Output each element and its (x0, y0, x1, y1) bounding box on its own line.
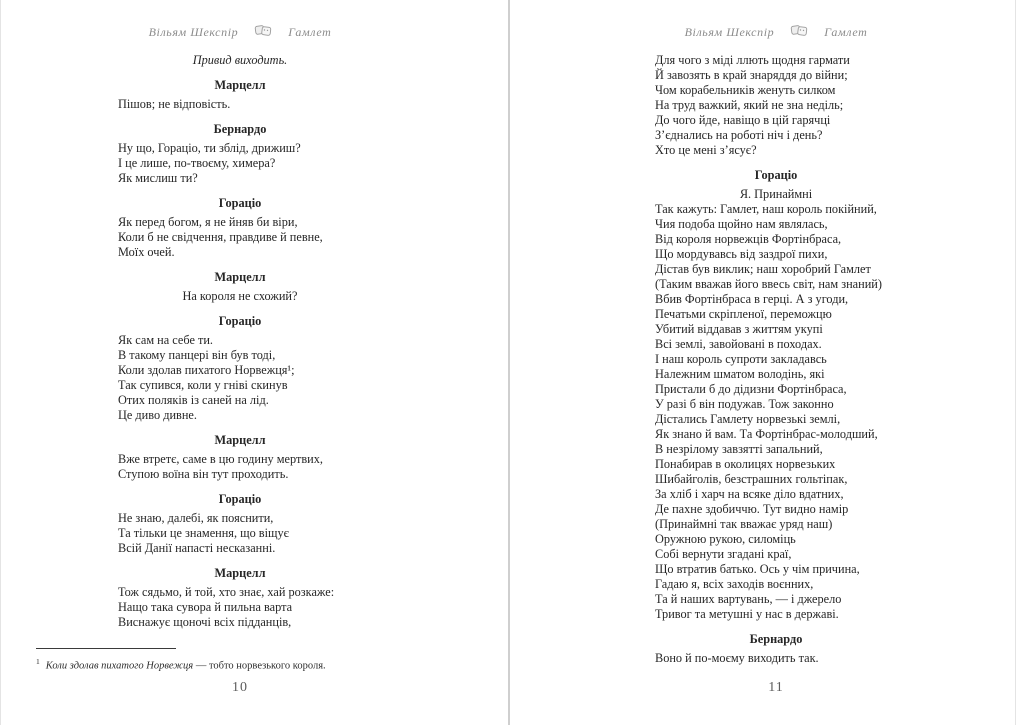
verse-line: В такому панцері він був тоді, (118, 348, 276, 362)
verse-line: Чом корабельників женуть силком (655, 83, 836, 97)
verse-line: Коли здолав пихатого Норвежця¹; (118, 363, 295, 377)
verse-line: (Таким вважав його ввесь світ, нам знаний) (655, 277, 882, 291)
verse-line: Коли б не свідчення, правдиве й певне, (118, 230, 323, 244)
running-head-author: Вільям Шекспір (148, 25, 239, 39)
verse-line: Як сам на себе ти. (118, 333, 214, 347)
verse-line: Як знано й вам. Та Фортінбрас-молодший, (655, 427, 878, 441)
page-content (655, 53, 897, 666)
verse-line: Ступою воїна він тут проходить. (118, 467, 289, 481)
verse-line: (Принаймні так вважає уряд наш) (655, 517, 833, 531)
verse-line: Це диво дивне. (118, 408, 197, 422)
verse-line: Вже втретє, саме в цю годину мертвих, (118, 452, 323, 466)
footnote-lead: Коли здолав пихатого Норвежця (45, 660, 194, 672)
verse-line: Оружною рукою, силоміць (655, 532, 796, 546)
footnote-text (36, 655, 436, 673)
verse-line: Тож сядьмо, й той, хто знає, хай розкаже: (118, 585, 335, 599)
verse-line: Гадаю я, всіх заходів воєнних, (655, 577, 814, 591)
footnote-rule (36, 648, 176, 649)
page-number-right: 11 (768, 680, 784, 695)
verse-line: Не знаю, далебі, як пояснити, (118, 511, 274, 525)
footnote-marker: 1 (36, 657, 40, 666)
verse-line: Всі землі, завойовані в походах. (655, 337, 822, 351)
verse-line: Де пахне здобиччю. Тут видно намір (655, 502, 849, 516)
running-head-author: Вільям Шекспір (684, 25, 775, 39)
verse-line: Пристали б до дідизни Фортінбраса, (655, 382, 847, 396)
speaker-name: Марцелл (214, 433, 266, 447)
verse-line: Та й наших вартувань, — і джерело (655, 592, 842, 606)
verse-line: Воно й по-моєму виходить так. (655, 651, 819, 665)
verse-line: Отих поляків із саней на лід. (118, 393, 269, 407)
verse-line: Ну що, Гораціо, ти зблід, дрижиш? (118, 141, 301, 155)
verse-line: В незрілому завзятті запальний, (655, 442, 823, 456)
verse-line: Так супився, коли у гніві скинув (118, 378, 288, 392)
verse-line: Печатьми скріпленої, переможцю (655, 307, 832, 321)
speaker-name: Гораціо (754, 168, 798, 182)
speaker-name: Гораціо (218, 196, 262, 210)
verse-line: На труд важкий, який не зна неділь; (655, 98, 844, 112)
running-head (655, 24, 897, 41)
footnote (36, 648, 436, 673)
verse-line: Всій Данії напасті несказанні. (118, 541, 276, 555)
verse-line: Що мордувавсь від заздрої пихи, (655, 247, 828, 261)
verse-line: Що втратив батько. Ось у чім причина, (655, 562, 860, 576)
footnote-rest: — тобто норвезького короля. (193, 660, 326, 672)
verse-line: Дістались Гамлету норвезькі землі, (655, 412, 841, 426)
page-right (510, 0, 1016, 725)
verse-line: Моїх очей. (118, 245, 175, 259)
page-number-left: 10 (232, 680, 248, 695)
verse-line: Й завозять в край знаряддя до війни; (655, 68, 848, 82)
verse-line: Та тільки це знамення, що віщує (118, 526, 289, 540)
verse-line: Собі вернути згадані краї, (655, 547, 792, 561)
verse-line: Понабирав в околицях норвезьких (655, 457, 836, 471)
verse-line: Належним шматом володінь, які (655, 367, 825, 381)
page-left (1, 0, 508, 725)
verse-line: Вбив Фортінбраса в герці. А з угоди, (655, 292, 849, 306)
verse-line: Як перед богом, я не йняв би віри, (118, 215, 298, 229)
verse-line: Від короля норвежців Фортінбраса, (655, 232, 842, 246)
page-content (118, 53, 362, 630)
verse-line: Пішов; не відповість. (118, 97, 231, 111)
verse-line: З’єднались на роботі ніч і день? (655, 128, 823, 142)
running-head-title: Гамлет (824, 25, 868, 39)
speaker-name: Гораціо (218, 492, 262, 506)
verse-line: Убитий віддавав з життям укупі (655, 322, 823, 336)
verse-line: До чого йде, навіщо в цій гарячці (655, 113, 831, 127)
verse-line: У разі б він подужав. Тож законно (655, 397, 834, 411)
verse-halfline: На короля не схожий? (182, 289, 298, 303)
verse-line: Чия подоба щойно нам являлась, (655, 217, 828, 231)
verse-line: Для чого з міді ллють щодня гармати (655, 53, 850, 67)
verse-line: Шибайголів, безстрашних гольтіпак, (655, 472, 848, 486)
verse-line: Тривог та метушні у нас в державі. (655, 607, 839, 621)
stage-direction: Привид виходить. (192, 53, 288, 67)
theater-masks-icon (254, 24, 272, 41)
verse-line: Так кажуть: Гамлет, наш король покійний, (655, 202, 877, 216)
verse-line: Нащо така сувора й пильна варта (118, 600, 293, 614)
verse-line: І наш король супроти закладавсь (655, 352, 827, 366)
verse-line: За хліб і харч на всяке діло вдатних, (655, 487, 844, 501)
theater-masks-icon (790, 24, 808, 41)
verse-line: Як мислиш ти? (118, 171, 198, 185)
verse-halfline: Я. Принаймні (739, 187, 813, 201)
speaker-name: Бернардо (213, 122, 267, 136)
running-head (118, 24, 362, 41)
speaker-name: Марцелл (214, 566, 266, 580)
running-head-title: Гамлет (288, 25, 332, 39)
verse-line: І це лише, по-твоєму, химера? (118, 156, 276, 170)
speaker-name: Марцелл (214, 270, 266, 284)
speaker-name: Гораціо (218, 314, 262, 328)
verse-line: Виснажує щоночі всіх підданців, (118, 615, 292, 629)
speaker-name: Марцелл (214, 78, 266, 92)
verse-line: Дістав був виклик; наш хоробрий Гамлет (655, 262, 871, 276)
verse-line: Хто це мені з’ясує? (655, 143, 757, 157)
speaker-name: Бернардо (749, 632, 803, 646)
